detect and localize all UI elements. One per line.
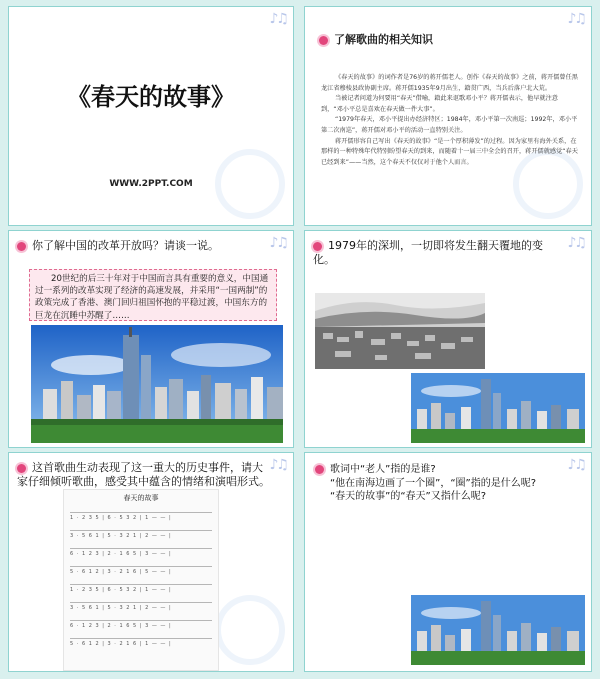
slide-1-thumbnail[interactable] xyxy=(8,6,294,226)
music-notes-icon: ♪♫ xyxy=(567,11,585,27)
music-notes-icon: ♪♫ xyxy=(269,235,287,251)
paragraph: 《春天的故事》的词作者是76岁的蒋开儒老人。创作《春天的故事》之前，蒋开儒曾任黑龙江省穆棱县政协副主席。蒋开儒1935年9月出生，籍贯广西，当兵后落户北大荒。 xyxy=(321,74,578,92)
old-shenzhen-photo xyxy=(315,293,485,369)
question-line xyxy=(315,490,561,504)
question-line xyxy=(315,477,561,491)
paragraph: 当被记者问道为何要用“春天”借喻，籍此来讴歌邓小平？蒋开儒表示，他早就注意到，“邓小平总是喜欢在春天做一件大事”。 xyxy=(321,95,558,113)
question-text: 这首歌曲生动表现了这一重大的历史事件，请大家仔细倾听歌曲，感受其中蕴含的情绪和演唱形式。 xyxy=(17,461,270,488)
bullet-icon xyxy=(313,242,322,251)
question-heading xyxy=(17,461,271,489)
question-line-text: 歌词中“老人”指的是谁? xyxy=(330,464,436,475)
slide-heading xyxy=(313,239,561,267)
slide-title: 《春天的故事》 xyxy=(67,82,235,111)
slide-6-thumbnail[interactable] xyxy=(304,452,592,672)
question-line-text: “他在南海边画了一个圈”，“圈”指的是什么呢? xyxy=(330,477,537,489)
slide-2-thumbnail[interactable] xyxy=(304,6,592,226)
paragraph: 蒋开儒形容自己写出《春天的故事》“是一个厚积薄发”的过程。因为家里有海外关系，在那样的一种特殊年代特别盼望春天的到来，而随着十一届三中全会的召开，蒋开儒就感觉“春天已经到来”——当然，这个春天不仅仅对于他个人而言。 xyxy=(321,137,578,166)
paragraph: “1979年春天，邓小平提出办经济特区；1984年，邓小平第一次南巡；1992年，邓小平第二次南巡”，蒋开儒对邓小平的活动一直特别关注。 xyxy=(321,116,578,134)
city-skyline-photo xyxy=(31,325,283,443)
background-text xyxy=(321,73,579,168)
music-notes-icon: ♪♫ xyxy=(269,457,287,473)
score-title: 春天的故事 xyxy=(123,494,159,502)
section-heading-text: 了解歌曲的相关知识 xyxy=(334,33,433,46)
decorative-circle xyxy=(215,595,285,665)
question-text: 你了解中国的改革开放吗？请谈一说。 xyxy=(32,239,219,252)
site-url: WWW.2PPT.COM xyxy=(109,179,193,189)
question-list xyxy=(315,463,561,504)
bullet-icon xyxy=(319,36,328,45)
question-line-text: “春天的故事”的“春天”又指什么呢? xyxy=(330,491,487,502)
slide-heading-text: 1979年的深圳，一切即将发生翻天覆地的变化。 xyxy=(313,239,543,266)
question-line xyxy=(315,463,561,477)
music-notes-icon: ♪♫ xyxy=(567,457,585,473)
bullet-icon xyxy=(17,242,26,251)
music-notes-icon: ♪♫ xyxy=(269,11,287,27)
bullet-icon xyxy=(17,464,26,473)
modern-shenzhen-photo xyxy=(411,373,585,443)
info-box-text: 20世纪的后三十年对于中国而言具有重要的意义，中国通过一系列的改革实现了经济的高速发展，并采用“一国两制”的政策完成了香港、澳门回归祖国怀抱的平稳过渡，中国东方的巨龙在沉睡中苏醒了…… xyxy=(35,274,269,321)
info-box xyxy=(29,269,277,321)
bullet-icon xyxy=(315,465,324,474)
music-notes-icon: ♪♫ xyxy=(567,235,585,251)
section-heading xyxy=(319,31,433,47)
slide-3-thumbnail[interactable] xyxy=(8,230,294,448)
slide-5-thumbnail[interactable] xyxy=(8,452,294,672)
sheet-music-image: 春天的故事 1 · 2 3 5 | 6 · 5 3 2 | 1 — — | 3 · 5 6 1 | 5 · 3 2 1 | 2 — — | 6 · 1 2 3 | 2 · 1 6 5 | 3 — — | 5 · 6 1 2 | 3 · 2 1 6 | 5 — — | 1 · 2 3 5 | 6 · 5 3 2 | 1 — — | 3 · 5 6 1 | 5 · 3 2 1 | 2 — — | 6 · 1 2 3 | 2 · 1 6 5 | 3 — — | 5 · 6 1 2 | 3 · 2 1 6 | 1 — — | xyxy=(63,489,219,671)
slide-4-thumbnail[interactable] xyxy=(304,230,592,448)
question-heading xyxy=(17,239,263,253)
modern-shenzhen-photo xyxy=(411,595,585,665)
